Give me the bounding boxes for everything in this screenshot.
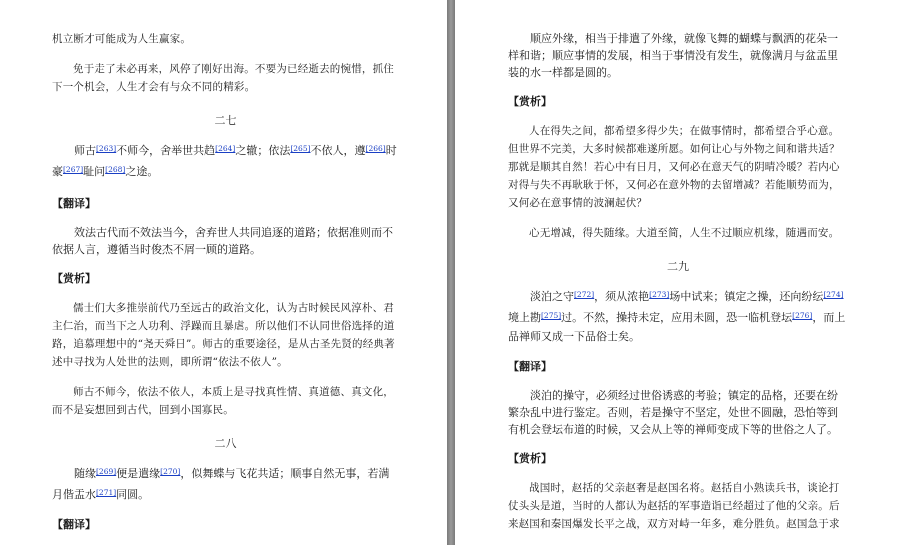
analysis-label-27: 【赏析】 <box>52 272 96 285</box>
footnote-link-276[interactable]: [276] <box>792 311 813 320</box>
section-heading-29: 二九 <box>667 260 689 273</box>
verse-27: 师古[263]不师今，舍举世共趋[264]之辙；依法[265]不依人，遵[266]时豪[267]耻问[268]之途。 <box>52 144 397 178</box>
section-heading-28: 二八 <box>214 437 237 450</box>
paragraph-intro-continuation: 机立断才可能成为人生赢家。 <box>52 33 192 45</box>
footnote-link-274[interactable]: [274] <box>823 290 844 299</box>
page-gutter <box>447 0 455 545</box>
analysis-28-part-b: 心无增减，得失随缘。大道至简，人生不过顺应机缘，随遇而安。 <box>529 227 840 239</box>
analysis-27-part-b: 师古不师今，依法不依人，本质上是寻找真性情、真道德、真文化，而不是妄想回到古代，回到小国寡民。 <box>52 386 394 416</box>
verse-28: 随缘[269]便是遣缘[270]，似舞蝶与飞花共适；顺事自然无事，若满月偕盂水[271]同圆。 <box>52 467 390 501</box>
footnote-link-267[interactable]: [267] <box>63 165 84 174</box>
footnote-link-265[interactable]: [265] <box>290 144 311 153</box>
footnote-link-264[interactable]: [264] <box>215 144 236 153</box>
left-page <box>0 0 447 545</box>
translation-28: 顺应外缘，相当于排遣了外缘，就像飞舞的蝴蝶与飘洒的花朵一样和谐；顺应事情的发展，相当于事情没有发生，就像满月与盆盂里装的水一样都是圆的。 <box>508 32 838 79</box>
translation-29: 淡泊的操守，必须经过世俗诱惑的考验；镇定的品格，还要在纷繁杂乱中进行鉴定。否则，若是操守不坚定，处世不圆融，恐怕等到有机会登坛布道的时候，又会从上等的禅师变成下等的世俗之人了。 <box>508 389 838 436</box>
analysis-label-28: 【赏析】 <box>508 95 552 108</box>
section-heading-27: 二七 <box>214 114 237 127</box>
analysis-29: 战国时，赵括的父亲赵奢是赵国名将。赵括自小熟读兵书，谈论打仗头头是道，当时的人都认为赵括的军事造诣已经超过了他的父亲。后来赵国和秦国爆发长平之战，双方对峙一年多，难分胜负。赵国急于求 <box>508 482 840 530</box>
footnote-link-269[interactable]: [269] <box>96 467 117 476</box>
right-page <box>455 0 900 545</box>
footnote-link-272[interactable]: [272] <box>574 290 595 299</box>
footnote-link-268[interactable]: [268] <box>105 165 126 174</box>
footnote-link-275[interactable]: [275] <box>541 311 562 320</box>
paragraph-intro-advice: 免于走了未必再来，风停了刚好出海。不要为已经逝去的惋惜，抓住下一个机会，人生才会有与众不同的精彩。 <box>52 63 394 93</box>
analysis-label-29: 【赏析】 <box>508 452 552 465</box>
analysis-28-part-a: 人在得失之间，都希望多得少失；在做事情时，都希望合乎心意。但世界不完美，大多时候都难遂所愿。如何让心与外物之间和谐共适？那就是顺其自然！若心中有日月，又何必在意天气的阴晴冷暖？若内心对得与失不再耿耿于怀，又何必在意外物的去留增减？若能顺势而为，又何必在意事情的波澜起伏？ <box>508 125 840 209</box>
analysis-27-part-a: 儒士们大多推崇前代乃至远古的政治文化，认为古时候民风淳朴、君主仁治，而当下之人功利、浮躁而且暴虐。所以他们不认同世俗选择的道路，追慕理想中的“尧天舜日”。师古的重要途径，是从古圣先贤的经典著述中寻找为人处世的法则，即所谓“依法不依人”。 <box>52 302 395 368</box>
footnote-link-263[interactable]: [263] <box>96 144 117 153</box>
footnote-link-266[interactable]: [266] <box>365 144 386 153</box>
translation-label-29: 【翻译】 <box>508 360 552 373</box>
translation-label-28: 【翻译】 <box>52 518 96 531</box>
translation-27: 效法古代而不效法当今，舍弃世人共同追逐的道路；依据准则而不依据人言，遵循当时俊杰不屑一顾的道路。 <box>52 226 393 256</box>
footnote-link-271[interactable]: [271] <box>96 488 117 497</box>
footnote-link-270[interactable]: [270] <box>160 467 181 476</box>
translation-label-27: 【翻译】 <box>52 197 96 210</box>
verse-29: 淡泊之守[272]，须从浓艳[273]场中试来；镇定之操，还向纷纭[274]境上勘[275]过。不然，操持未定，应用未圆，恐一临机登坛[276]，而上品禅师又成一下品俗士矣。 <box>508 290 846 343</box>
footnote-link-273[interactable]: [273] <box>649 290 670 299</box>
